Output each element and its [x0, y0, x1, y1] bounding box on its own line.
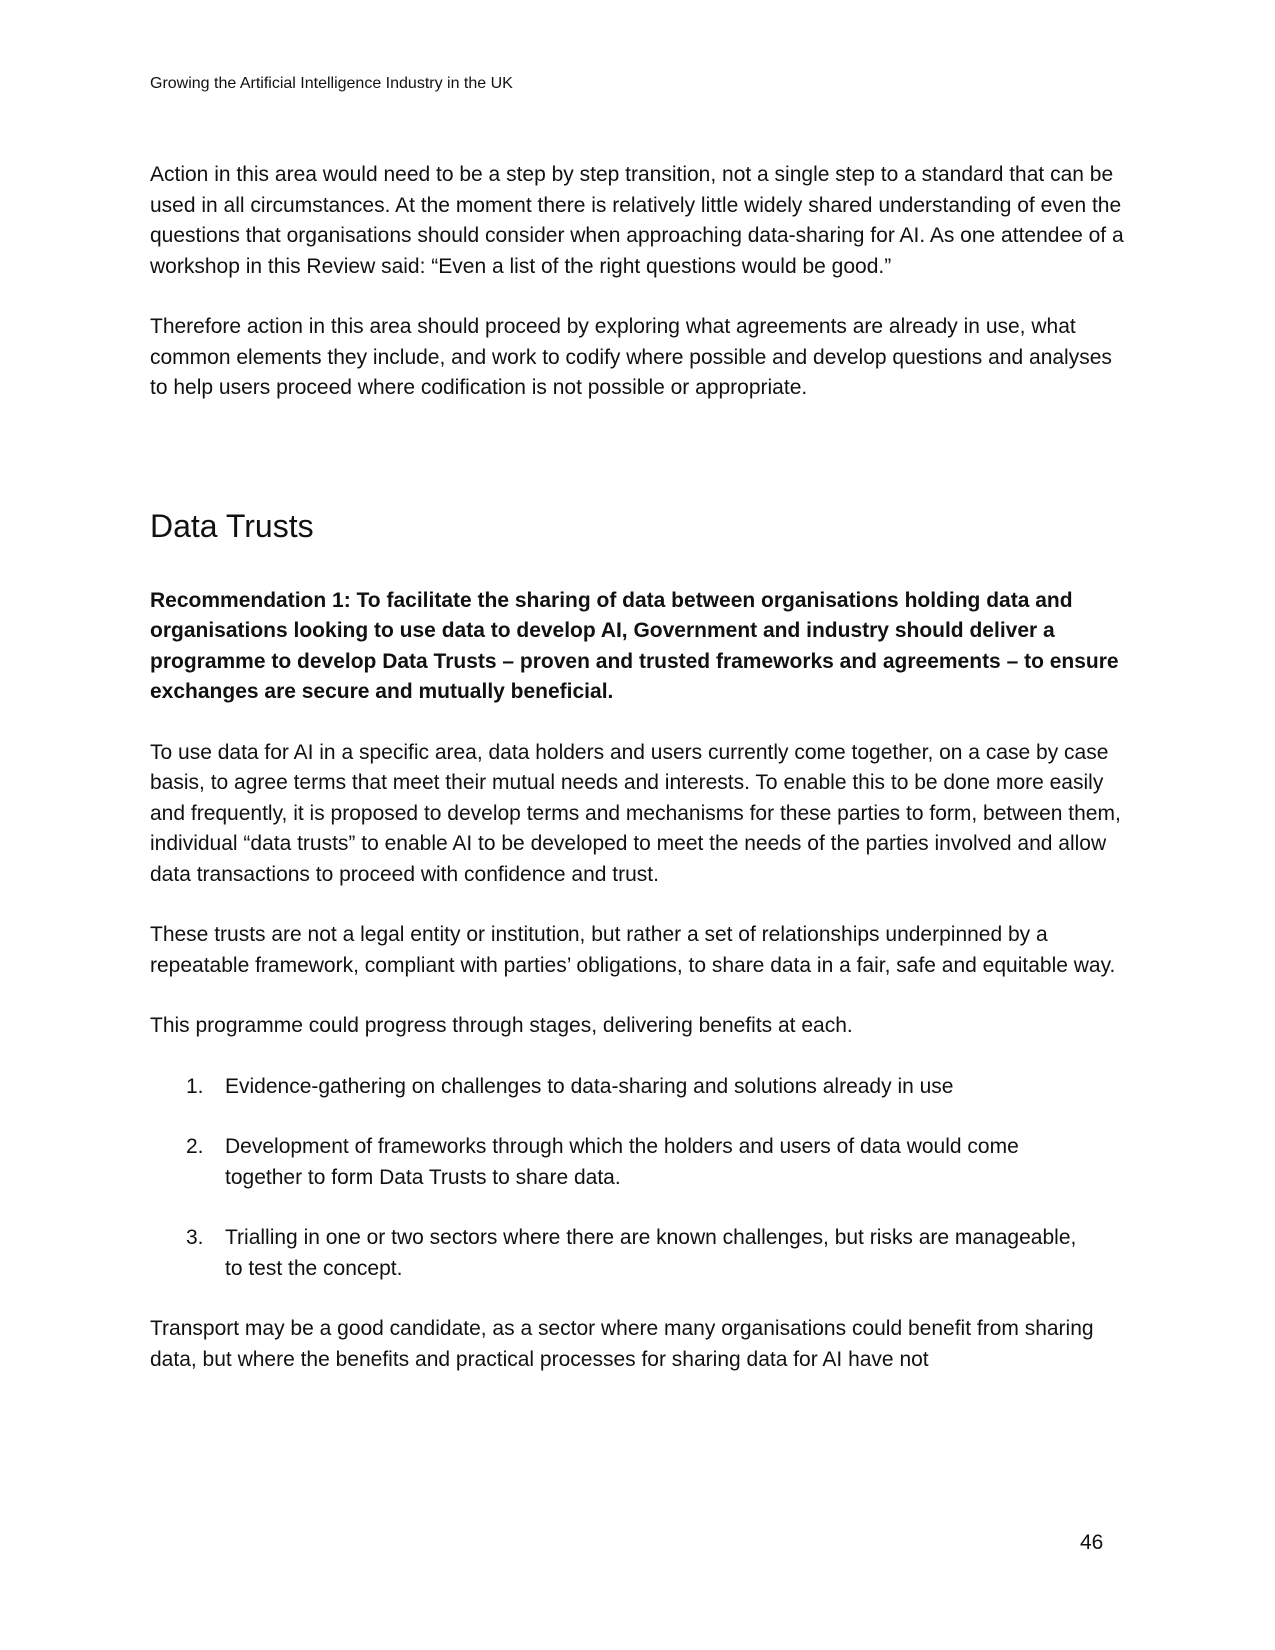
- body-paragraph-1: To use data for AI in a specific area, data holders and users currently come together, on a case by case basis, to agree terms that meet their mutual needs and interests. To enable this to be done more easily and frequently, it is proposed to develop terms and mechanisms for these parties to form, between them, individual “data trusts” to enable AI to be developed to meet the needs of the parties involved and allow data transactions to proceed with confidence and trust.: [150, 740, 1121, 886]
- body-paragraph-2: These trusts are not a legal entity or institution, but rather a set of relationships underpinned by a repeatable framework, compliant with parties’ obligations, to share data in a fair, safe and equitable way.: [150, 923, 1116, 977]
- list-item-number: 2.: [186, 1135, 204, 1158]
- list-item-number: 1.: [186, 1074, 204, 1098]
- list-item: [150, 1223, 1125, 1284]
- list-item: [150, 1132, 1125, 1193]
- running-header: Growing the Artificial Intelligence Industry in the UK: [150, 75, 513, 92]
- list-item-text: Trialling in one or two sectors where there are known challenges, but risks are manageable, to test the concept.: [225, 1226, 1077, 1280]
- list-item-number: 3.: [186, 1226, 204, 1249]
- intro-paragraph-2: Therefore action in this area should proceed by exploring what agreements are already in use, what common elements they include, and work to codify where possible and develop questions and analyses to help users proceed where codification is not possible or appropriate.: [150, 315, 1112, 399]
- list-item-text: Development of frameworks through which the holders and users of data would come together to form Data Trusts to share data.: [225, 1135, 1019, 1189]
- body-paragraph-4: Transport may be a good candidate, as a sector where many organisations could benefit from sharing data, but where the benefits and practical processes for sharing data for AI have not: [150, 1317, 1094, 1371]
- stages-list: [150, 1072, 1125, 1285]
- list-item: [150, 1072, 1125, 1103]
- body-paragraph-3: This programme could progress through stages, delivering benefits at each.: [150, 1014, 853, 1037]
- page-content: [150, 160, 1125, 1375]
- section-heading: Data Trusts: [150, 507, 314, 544]
- intro-paragraph-1: Action in this area would need to be a step by step transition, not a single step to a standard that can be used in all circumstances. At the moment there is relatively little widely shared understanding of even the questions that organisations should consider when approaching data-sharing for AI. As one attendee of a workshop in this Review said: “Even a list of the right questions would be good.”: [150, 163, 1124, 278]
- page-number: 46: [1080, 1531, 1104, 1554]
- recommendation-paragraph: Recommendation 1: To facilitate the sharing of data between organisations holding data and organisations looking to use data to develop AI, Government and industry should deliver a programme to develop Data Trusts – proven and trusted frameworks and agreements – to ensure exchanges are secure and mutually beneficial.: [150, 588, 1119, 703]
- list-item-text: Evidence-gathering on challenges to data-sharing and solutions already in use: [225, 1074, 954, 1098]
